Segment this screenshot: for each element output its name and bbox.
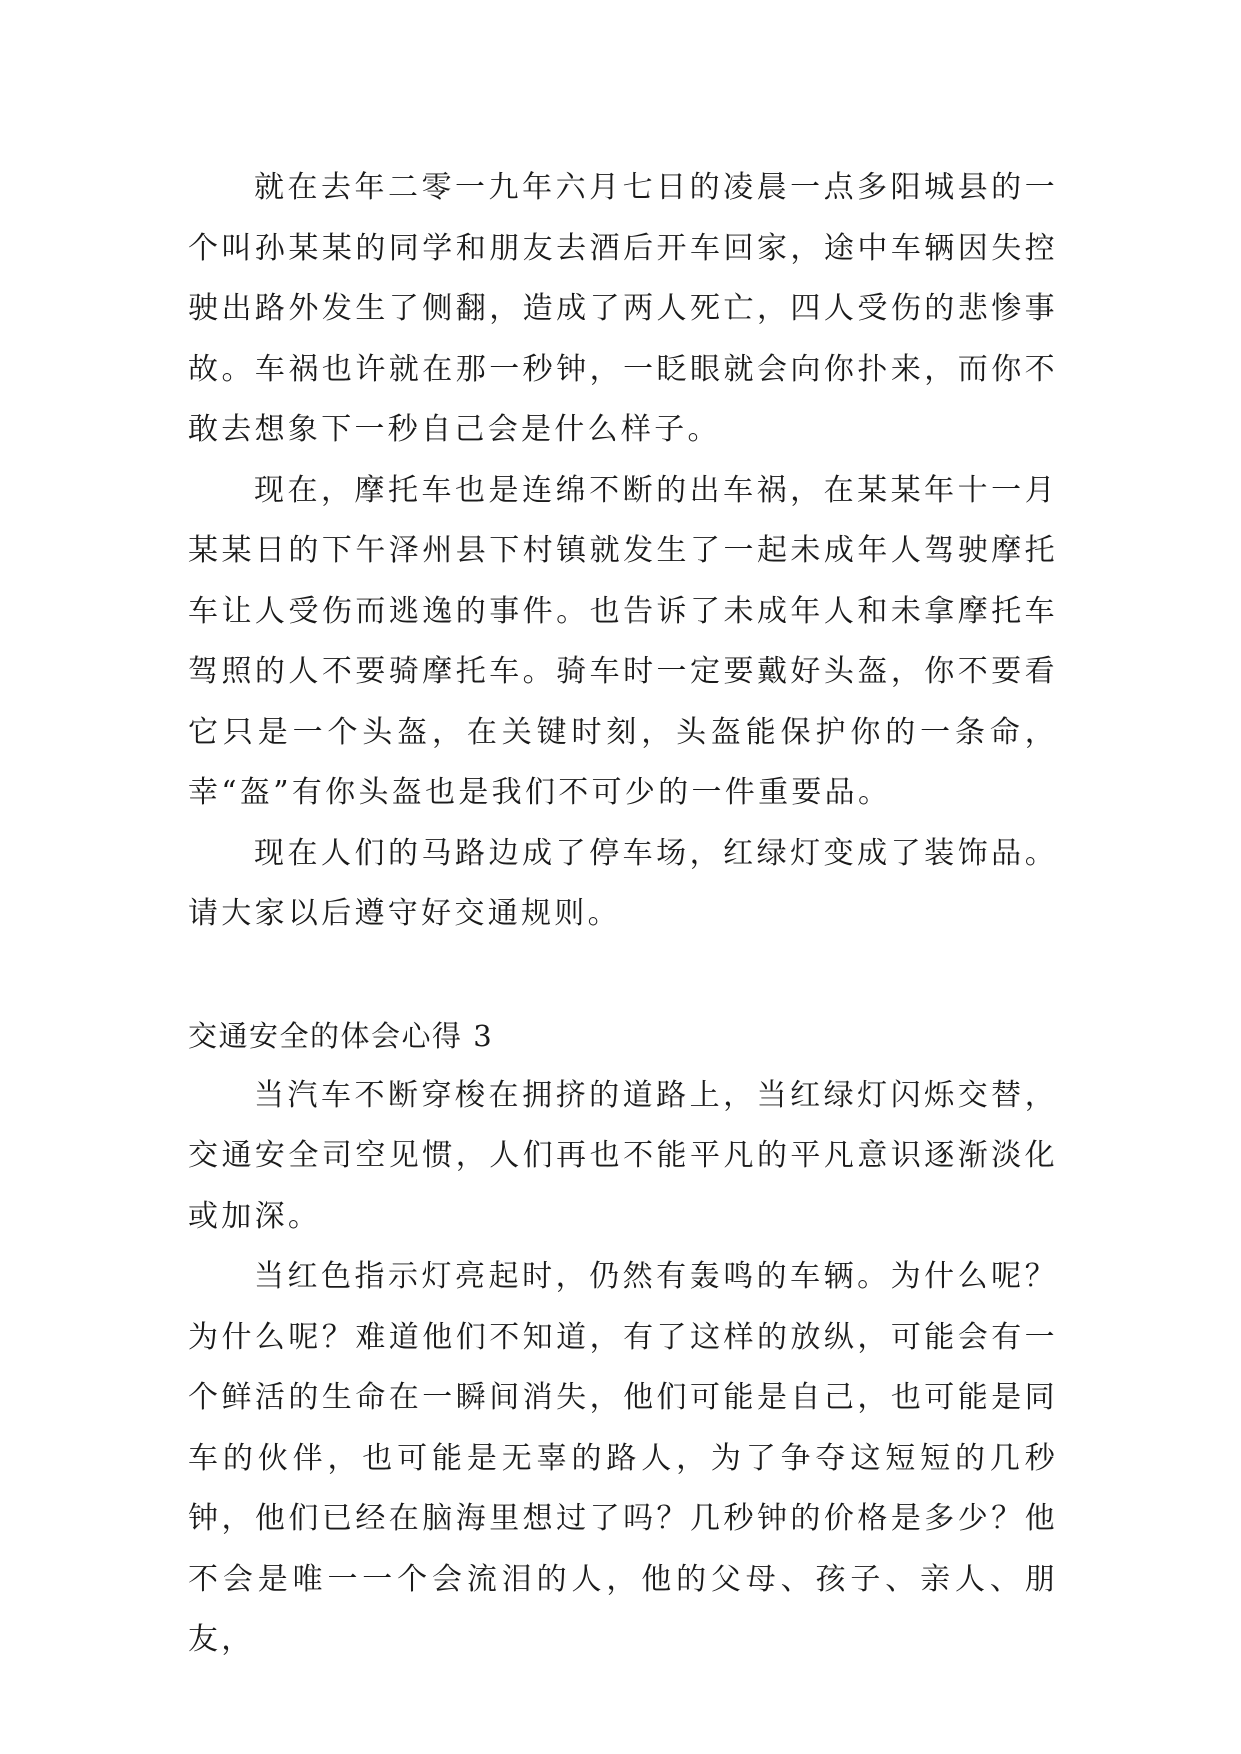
document-page bbox=[188, 158, 1058, 1671]
section-heading: 交通安全的体会心得 3 bbox=[188, 1018, 494, 1053]
paragraph-drunk-driving-accident: 就在去年二零一九年六月七日的凌晨一点多阳城县的一个叫孙某某的同学和朋友去酒后开车回家，途中车辆因失控驶出路外发生了侧翻，造成了两人死亡，四人受伤的悲惨事故。车祸也许就在那一秒钟，一眨眼就会向你扑来，而你不敢去想象下一秒自己会是什么样子。 bbox=[188, 170, 1058, 447]
paragraph-traffic-safety-intro: 当汽车不断穿梭在拥挤的道路上，当红绿灯闪烁交替，交通安全司空见惯，人们再也不能平凡的平凡意识逐渐淡化或加深。 bbox=[188, 1077, 1058, 1234]
paragraph-motorcycle-accidents: 现在，摩托车也是连绵不断的出车祸，在某某年十一月某某日的下午泽州县下村镇就发生了一起未成年人驾驶摩托车让人受伤而逃逸的事件。也告诉了未成年人和未拿摩托车驾照的人不要骑摩托车。骑车时一定要戴好头盔，你不要看它只是一个头盔，在关键时刻，头盔能保护你的一条命，幸“盔”有你头盔也是我们不可少的一件重要品。 bbox=[188, 472, 1058, 810]
paragraph-traffic-rules: 现在人们的马路边成了停车场，红绿灯变成了装饰品。请大家以后遵守好交通规则。 bbox=[188, 835, 1058, 931]
paragraph-red-light: 当红色指示灯亮起时，仍然有轰鸣的车辆。为什么呢？为什么呢？难道他们不知道，有了这样的放纵，可能会有一个鲜活的生命在一瞬间消失，他们可能是自己，也可能是同车的伙伴，也可能是无辜的路人，为了争夺这短短的几秒钟，他们已经在脑海里想过了吗？几秒钟的价格是多少？他不会是唯一一个会流泪的人，他的父母、孩子、亲人、朋友， bbox=[188, 1259, 1058, 1657]
